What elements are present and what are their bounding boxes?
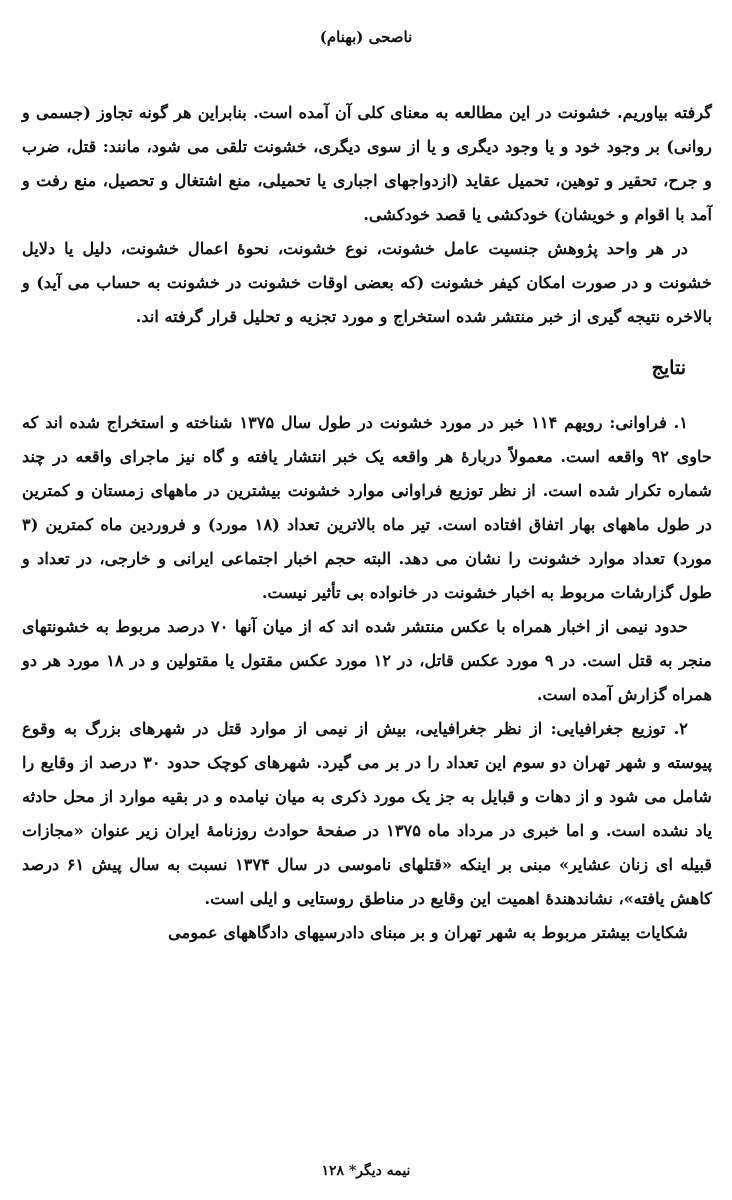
page-footer: نیمه دیگر* ۱۲۸ (321, 1163, 411, 1179)
intro-paragraph-2: در هر واحد پژوهش جنسیت عامل خشونت، نوع خشونت، نحوهٔ اعمال خشونت، دلیل یا دلایل خشونت و در صورت امکان کیفر خشونت (که بعضی اوقات خشونت در خشونت به حساب می آید) و بالاخره نتیجه گیری از خبر منتشر شده استخراج و مورد تجزیه و تحلیل قرار گرفته اند. (22, 239, 712, 326)
results-paragraph-photos: حدود نیمی از اخبار همراه با عکس منتشر شده اند که از میان آنها ۷۰ درصد مربوط به خشونتهای منجر به قتل است. در ۹ مورد عکس قاتل، در ۱۲ مورد عکس مقتول یا مقتولین و در ۱۸ مورد هر دو همراه گزارش آمده است. (22, 617, 712, 704)
running-header: ناصحی (بهنام) (319, 28, 413, 46)
results-paragraph-frequency: ۱. فراوانی: رویهم ۱۱۴ خبر در مورد خشونت در طول سال ۱۳۷۵ شناخته و استخراج شده اند که حاوی ۹۲ واقعه است. معمولاً دربارهٔ هر واقعه یک خبر انتشار یافته و گاه نیز ماجرای واقعه در چند شماره تکرار شده است. از نظر توزیع فراوانی موارد خشونت بیشترین در ماههای زمستان و کمترین در طول ماههای بهار اتفاق افتاده است. تیر ماه بالاترین تعداد (۱۸ مورد) و فروردین ماه کمترین (۳ مورد) تعداد موارد خشونت را نشان می دهد. البته حجم اخبار اجتماعی ایرانی و خارجی، در تعداد و طول گزارشات مربوط به اخبار خشونت در خانواده بی تأثیر نیست. (22, 413, 713, 602)
section-heading-results: نتایج (651, 357, 686, 379)
results-paragraph-complaints: شکایات بیشتر مربوط به شهر تهران و بر مبنای دادرسیهای دادگاههای عمومی (168, 923, 688, 942)
body-text (22, 96, 712, 950)
intro-paragraph-1: گرفته بیاوریم. خشونت در این مطالعه به معنای کلی آن آمده است. بنابراین هر گونه تجاوز (جسمی و روانی) بر وجود خود و یا وجود دیگری و یا از سوی دیگری، خشونت تلقی می شود، مانند: قتل، ضرب و جرح، تحقیر و توهین، تحمیل عقاید (ازدواجهای اجباری یا تحمیلی، منع اشتغال و تحصیل، منع رفت و آمد با اقوام و خویشان) خودکشی یا قصد خودکشی. (22, 103, 712, 224)
results-paragraph-geography: ۲. توزیع جغرافیایی: از نظر جغرافیایی، بیش از نیمی از موارد قتل در شهرهای بزرگ به وقوع پیوسته و شهر تهران دو سوم این تعداد را در بر می گیرد. شهرهای کوچک حدود ۳۰ درصد از وقایع را شامل می شود و از دهات و قبایل به جز یک مورد ذکری به میان نیامده و در بقیه موارد از محل حادثه یاد نشده است. و اما خبری در مرداد ماه ۱۳۷۵ در صفحهٔ حوادث روزنامهٔ ایران زیر عنوان «مجازات قبیله ای زنان عشایر» مبنی بر اینکه «قتلهای ناموسی در سال ۱۳۷۴ نسبت به سال پیش ۶۱ درصد کاهش یافته»، نشاندهندهٔ اهمیت این وقایع در مناطق روستایی و ایلی است. (22, 719, 713, 908)
